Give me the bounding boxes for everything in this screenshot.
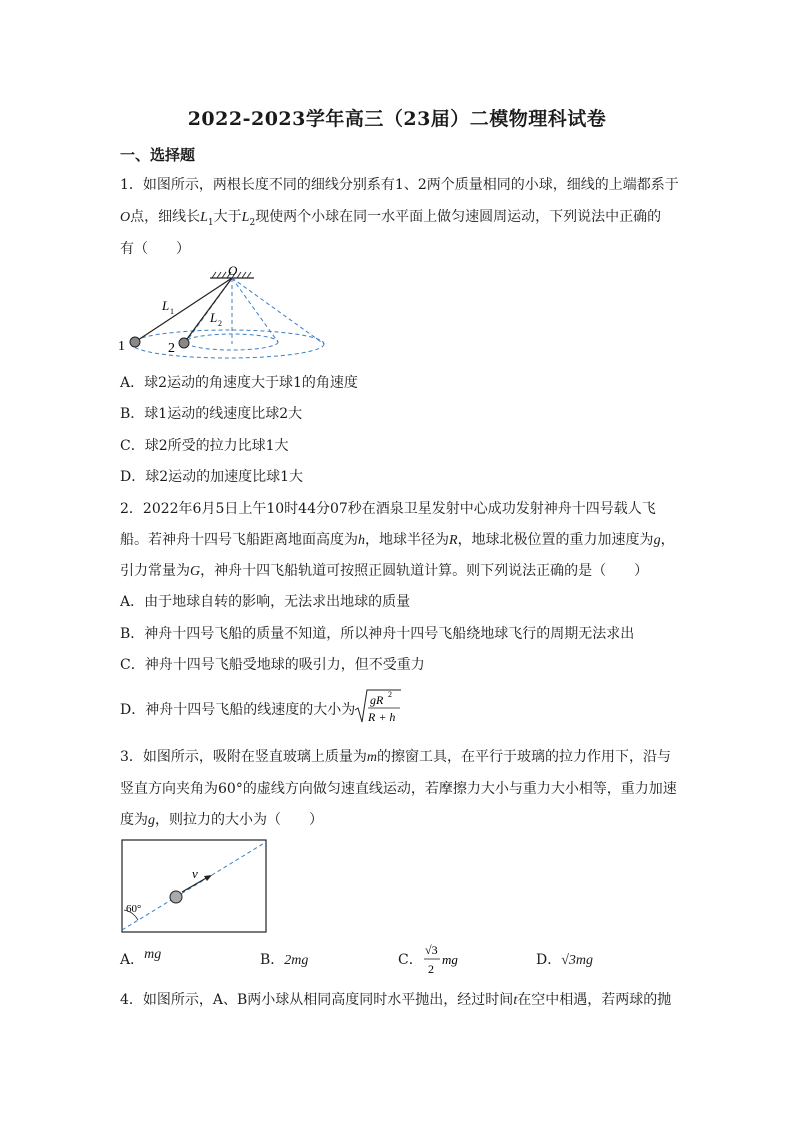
q2-h: h bbox=[358, 533, 365, 548]
q3-option-d-label: D． bbox=[536, 952, 562, 968]
q2-G: G bbox=[190, 564, 201, 579]
fig-label-l2: L bbox=[210, 310, 218, 325]
q1-l2-sub: 2 bbox=[249, 217, 256, 228]
q2-text-e: 引力常量为 bbox=[120, 563, 190, 579]
q3-text-b: 的擦窗工具，在平行于玻璃的拉力作用下，沿与 bbox=[377, 749, 672, 765]
q3-option-d-value: √3mg bbox=[561, 953, 594, 968]
q3-g: g bbox=[148, 813, 155, 828]
q1-l1-sub: 1 bbox=[207, 217, 214, 228]
q2-option-c[interactable]: C．神舟十四号飞船受地球的吸引力，但不受重力 bbox=[120, 657, 425, 673]
q1-l1: L bbox=[200, 210, 208, 225]
q2-line3 bbox=[120, 562, 648, 581]
q1-point-o: O bbox=[120, 210, 131, 225]
q1-figure bbox=[112, 262, 332, 362]
q1-text-b: 大于 bbox=[213, 209, 242, 225]
q3-option-c-formula bbox=[422, 940, 466, 980]
string-l1 bbox=[135, 278, 232, 342]
section-heading: 一、选择题 bbox=[120, 146, 196, 164]
q3-option-b[interactable] bbox=[260, 951, 308, 970]
q2-option-d[interactable]: D．神舟十四号飞船的线速度的大小为 bbox=[120, 702, 356, 718]
q3-text-a: 3．如图所示，吸附在竖直玻璃上质量为 bbox=[120, 749, 367, 765]
q3-m: m bbox=[366, 750, 378, 765]
q3-option-b-value: 2mg bbox=[284, 953, 309, 968]
q3-option-c[interactable] bbox=[398, 951, 423, 969]
fig-label-ball2: 2 bbox=[168, 341, 175, 356]
formula-den: R + h bbox=[368, 710, 396, 724]
q1-option-d[interactable]: D．球2运动的加速度比球1大 bbox=[120, 469, 304, 485]
q2-text-a: 船。若神舟十四号飞船距离地面高度为 bbox=[120, 532, 358, 548]
q1-option-c[interactable]: C．球2所受的拉力比球1大 bbox=[120, 438, 289, 454]
q2-line1: 2．2022年6月5日上午10时44分07秒在酒泉卫星发射中心成功发射神舟十四号载人飞 bbox=[120, 501, 656, 517]
frac-num: √3 bbox=[425, 943, 438, 957]
fig-label-angle: 60° bbox=[126, 903, 142, 915]
q2-r: R bbox=[449, 533, 458, 548]
q3-option-d[interactable] bbox=[536, 951, 593, 970]
formula-exp: 2 bbox=[388, 690, 392, 699]
q1-l2: L bbox=[241, 210, 250, 225]
page-title: 2022-2023学年高三（23届）二模物理科试卷 bbox=[187, 108, 607, 130]
cone-dashes bbox=[132, 278, 324, 358]
q1-text-c: 现使两个小球在同一水平面上做匀速圆周运动，下列说法中正确的 bbox=[255, 209, 662, 225]
q4-t: t bbox=[513, 993, 518, 1008]
q2-g: g bbox=[653, 533, 661, 548]
q1-line2 bbox=[120, 208, 661, 232]
q2-text-c: ，地球北极位置的重力加速度为 bbox=[457, 532, 654, 548]
q3-line1 bbox=[120, 748, 671, 767]
q3-text-d: ，则拉力的大小为（ ） bbox=[155, 812, 323, 828]
fig-label-v: v bbox=[192, 866, 198, 881]
q2-option-b[interactable]: B．神舟十四号飞船的质量不知道，所以神舟十四号飞船绕地球飞行的周期无法求出 bbox=[120, 626, 635, 642]
q3-line3 bbox=[120, 811, 323, 830]
q4-text-a: 4．如图所示，A、B两小球从相同高度同时水平抛出，经过时间 bbox=[120, 992, 514, 1008]
frac-den: 2 bbox=[428, 962, 434, 976]
q3-option-c-label: C． bbox=[398, 952, 423, 968]
string-l2 bbox=[184, 278, 232, 343]
q1-line3: 有（ ） bbox=[120, 241, 190, 257]
q1-text-a: 点，细线长 bbox=[130, 209, 201, 225]
q3-figure bbox=[120, 838, 270, 934]
formula-num: gR bbox=[370, 693, 384, 707]
q3-line2: 竖直方向夹角为60°的虚线方向做匀速直线运动，若摩擦力大小与重力大小相等，重力加速 bbox=[120, 781, 677, 797]
cleaner bbox=[170, 891, 182, 903]
fig-label-ball1: 1 bbox=[118, 339, 125, 354]
q2-option-a[interactable]: A．由于地球自转的影响，无法求出地球的质量 bbox=[120, 594, 411, 610]
q2-text-f: ，神舟十四飞船轨道可按照正圆轨道计算。则下列说法正确的是（ ） bbox=[200, 563, 649, 579]
ball-1 bbox=[130, 337, 140, 347]
q1-option-b[interactable]: B．球1运动的线速度比球2大 bbox=[120, 406, 303, 422]
fig-label-l1: L bbox=[162, 298, 170, 313]
path-dashed bbox=[122, 842, 266, 930]
fig-label-o: O bbox=[228, 263, 238, 278]
q2-text-b: ，地球半径为 bbox=[365, 532, 449, 548]
q2-text-d: ， bbox=[660, 532, 675, 548]
q1-line1: 1．如图所示，两根长度不同的细线分别系有1、2两个质量相同的小球，细线的上端都系于 bbox=[120, 177, 679, 193]
ball-2 bbox=[179, 338, 189, 348]
q3-option-a-label: A． bbox=[120, 952, 145, 968]
q3-option-b-label: B． bbox=[260, 952, 285, 968]
q4-line1 bbox=[120, 991, 671, 1010]
q1-option-a[interactable]: A．球2运动的角速度大于球1的角速度 bbox=[120, 375, 358, 391]
q3-text-c: 度为 bbox=[120, 812, 148, 828]
q2-line2 bbox=[120, 531, 675, 550]
q3-option-a-value: mg bbox=[144, 947, 162, 962]
q4-text-b: 在空中相遇，若两球的抛 bbox=[517, 992, 672, 1008]
frac-mg: mg bbox=[442, 952, 458, 967]
q3-option-a[interactable] bbox=[120, 947, 162, 970]
fig-label-l2-sub: 2 bbox=[218, 319, 222, 328]
q2-option-d-formula bbox=[354, 686, 402, 726]
fig-label-l1-sub: 1 bbox=[170, 307, 174, 316]
